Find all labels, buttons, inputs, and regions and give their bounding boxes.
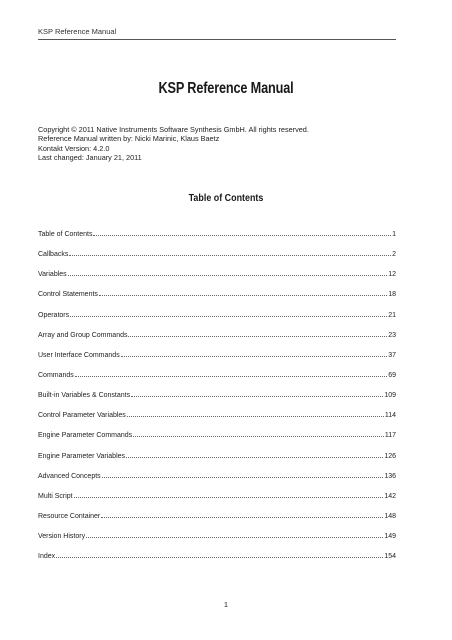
- toc-dot-leader: [93, 235, 391, 236]
- toc-dot-leader: [126, 457, 383, 458]
- toc-entry-page-number[interactable]: 18: [388, 291, 396, 299]
- toc-entry[interactable]: [38, 368, 396, 379]
- toc-entry-label[interactable]: Engine Parameter Commands: [38, 432, 133, 440]
- toc-dot-leader: [131, 396, 383, 397]
- toc-entry-page-number[interactable]: 2: [392, 251, 396, 259]
- toc-entry[interactable]: [38, 328, 396, 339]
- toc-entry[interactable]: [38, 428, 396, 439]
- toc-dot-leader: [127, 416, 384, 417]
- toc-dot-leader: [69, 255, 391, 256]
- toc-dot-leader: [56, 557, 383, 558]
- toc-entry-page-number[interactable]: 1: [392, 231, 396, 238]
- toc-entry-label[interactable]: Operators: [38, 311, 70, 319]
- toc-entry[interactable]: [38, 529, 396, 540]
- toc-entry-page-number[interactable]: 126: [384, 452, 396, 460]
- toc-entry[interactable]: [38, 549, 396, 560]
- toc-entry-page-number[interactable]: 69: [388, 371, 396, 379]
- toc-entry-page-number[interactable]: 148: [384, 512, 396, 520]
- toc-entry[interactable]: [38, 247, 396, 258]
- toc-entry-label[interactable]: Variables: [38, 271, 67, 279]
- version-line: Kontakt Version: 4.2.0: [38, 143, 110, 153]
- toc-entry[interactable]: [38, 489, 396, 500]
- toc-entry-page-number[interactable]: 12: [388, 271, 396, 279]
- toc-entry[interactable]: [38, 267, 396, 278]
- toc-entry-label[interactable]: Control Statements: [38, 291, 98, 299]
- toc-dot-leader: [101, 517, 383, 518]
- toc-entry-label[interactable]: Index: [38, 553, 56, 561]
- toc-dot-leader: [99, 295, 387, 296]
- toc-entry-label[interactable]: Array and Group Commands: [38, 331, 128, 339]
- toc-entry[interactable]: [38, 308, 396, 319]
- toc-entry-label[interactable]: Callbacks: [38, 251, 69, 259]
- toc-entry-label[interactable]: Commands: [38, 371, 74, 379]
- toc-entry-label[interactable]: Engine Parameter Variables: [38, 452, 126, 460]
- header-divider: [38, 39, 396, 40]
- toc-entry-page-number[interactable]: 142: [384, 492, 396, 500]
- toc-entry[interactable]: [38, 509, 396, 520]
- toc-entry-page-number[interactable]: 114: [384, 412, 396, 420]
- toc-dot-leader: [133, 436, 384, 437]
- last-changed-line: Last changed: January 21, 2011: [38, 153, 142, 163]
- document-title: KSP Reference Manual: [158, 80, 294, 97]
- copyright-line: Copyright © 2011 Native Instruments Software Synthesis GmbH. All rights reserved.: [38, 125, 309, 134]
- toc-entry-page-number[interactable]: 37: [388, 351, 396, 359]
- toc-entry[interactable]: [38, 388, 396, 399]
- toc-entry-page-number[interactable]: 149: [384, 533, 396, 541]
- authors-line: Reference Manual written by: Nicki Marinic, Klaus Baetz: [38, 134, 220, 144]
- toc-dot-leader: [70, 316, 387, 317]
- toc-entry-label[interactable]: Resource Container: [38, 512, 101, 520]
- toc-entry-page-number[interactable]: 23: [388, 331, 396, 339]
- toc-entry[interactable]: [38, 287, 396, 298]
- toc-entry-label[interactable]: User Interface Commands: [38, 351, 120, 359]
- toc-entry[interactable]: [38, 449, 396, 460]
- document-metadata: [38, 125, 398, 163]
- toc-entry-label[interactable]: Multi Script: [38, 492, 73, 500]
- toc-entry-page-number[interactable]: 21: [388, 311, 396, 319]
- toc-entry-label[interactable]: Built-in Variables & Constants: [38, 392, 131, 400]
- toc-entry-page-number[interactable]: 136: [384, 472, 396, 480]
- toc-entry[interactable]: [38, 227, 396, 238]
- toc-dot-leader: [75, 376, 387, 377]
- toc-entry-label[interactable]: Table of Contents: [38, 231, 93, 238]
- toc-dot-leader: [121, 356, 388, 357]
- toc-dot-leader: [86, 537, 383, 538]
- toc-entry-label[interactable]: Advanced Concepts: [38, 472, 101, 480]
- toc-entry[interactable]: [38, 348, 396, 359]
- toc-entry[interactable]: [38, 408, 396, 419]
- toc-entry[interactable]: [38, 469, 396, 480]
- table-of-contents: [38, 227, 396, 569]
- running-header: KSP Reference Manual: [38, 27, 117, 36]
- toc-entry-label[interactable]: Control Parameter Variables: [38, 412, 126, 420]
- toc-dot-leader: [128, 336, 387, 337]
- toc-dot-leader: [102, 477, 384, 478]
- toc-heading: Table of Contents: [188, 192, 264, 204]
- toc-entry-page-number[interactable]: 109: [384, 392, 396, 400]
- toc-entry-page-number[interactable]: 154: [384, 553, 396, 561]
- toc-dot-leader: [68, 275, 388, 276]
- toc-dot-leader: [74, 497, 384, 498]
- toc-entry-page-number[interactable]: 117: [384, 432, 396, 440]
- page-number: 1: [223, 600, 229, 609]
- toc-entry-label[interactable]: Version History: [38, 533, 86, 541]
